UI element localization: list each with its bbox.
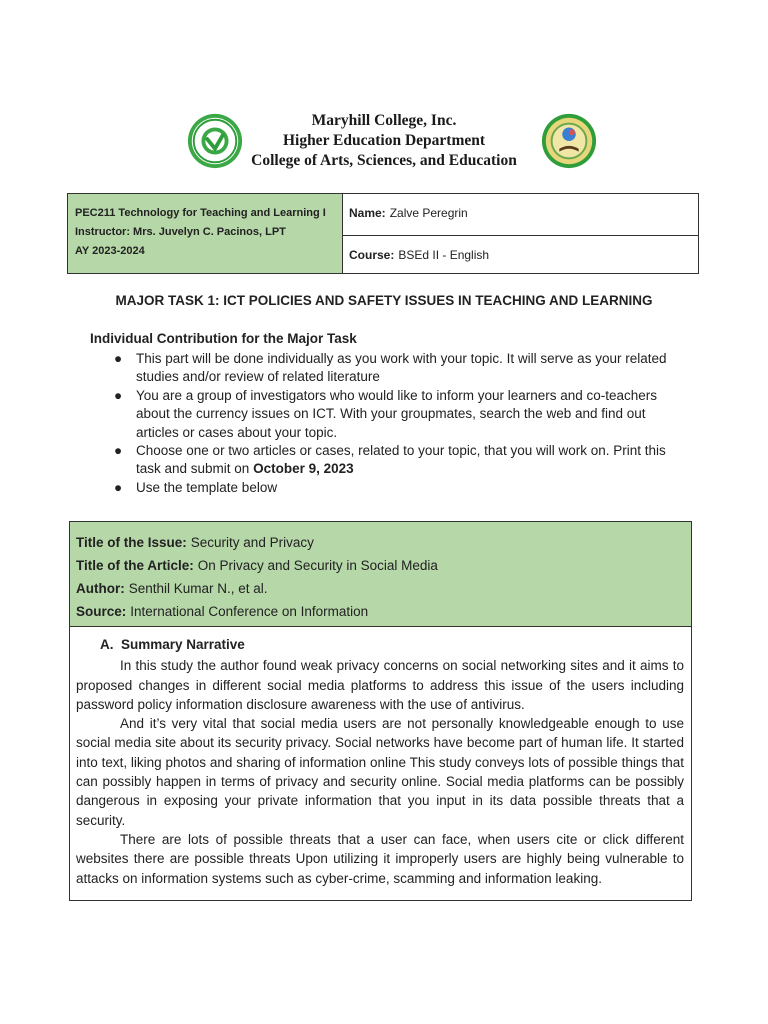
list-item: ● This part will be done individually as you work with your topic. It will serve as your related studies and/or review of related literature	[114, 351, 667, 385]
instructions-list	[112, 350, 687, 497]
author-label: Author:	[76, 581, 125, 596]
article-title-value: On Privacy and Security in Social Media	[197, 558, 438, 573]
course-info-table	[67, 193, 699, 274]
contribution-heading: Individual Contribution for the Major Task	[90, 331, 357, 346]
course-details-cell	[68, 194, 343, 273]
list-item: ● Use the template below	[112, 479, 687, 497]
course-code: PEC211 Technology for Teaching and Learning I	[75, 207, 326, 219]
name-cell	[343, 194, 698, 236]
summary-paragraph: And it’s very vital that social media users are not personally knowledgeable enough to use social media site about its security privacy. Social networks have become part of human life. It started into text, liking photos and sharing of information online This study conveys lots of possible things that can possibly happen in terms of privacy and security online. Social media platforms can be possibly dangerous in exposing your private information that you input in its data possible threats that a security.	[76, 716, 684, 828]
bullet-icon: ●	[114, 387, 123, 403]
summary-paragraph: There are lots of possible threats that a user can face, when users cite or click different websites there are possible threats Upon utilizing it improperly users are highly being vulnerable to attacks on information systems such as cyber-crime, scamming and information leaking.	[76, 831, 684, 886]
bullet-icon: ●	[114, 479, 123, 495]
issue-label: Title of the Issue:	[76, 535, 187, 550]
summary-title: Summary Narrative	[121, 637, 245, 652]
author-value: Senthil Kumar N., et al.	[128, 581, 268, 596]
source-value: International Conference on Information	[130, 604, 369, 619]
department-name: Higher Education Department	[282, 132, 486, 149]
source-row	[76, 600, 691, 623]
article-meta-section	[70, 522, 691, 627]
institution-heading	[0, 111, 768, 171]
article-template-box	[69, 521, 692, 901]
summary-heading	[76, 635, 684, 654]
list-item: ● Choose one or two articles or cases, related to your topic, that you will work on. Print this task and submit on October 9, 2023	[114, 443, 666, 477]
instructor: Instructor: Mrs. Juvelyn C. Pacinos, LPT	[75, 226, 286, 238]
document-header	[0, 108, 768, 178]
academic-year: AY 2023-2024	[75, 245, 145, 257]
issue-row	[76, 531, 691, 554]
college-name: Maryhill College, Inc.	[311, 112, 457, 129]
course-label: Course:	[349, 247, 395, 262]
college-division: College of Arts, Sciences, and Education	[251, 152, 517, 169]
summary-section	[70, 627, 691, 888]
course-value: BSEd II - English	[398, 247, 490, 262]
article-title-label: Title of the Article:	[76, 558, 194, 573]
summary-paragraph: In this study the author found weak privacy concerns on social networking sites and it aims to proposed changes in different social media platforms to address this issue of the users including password policy information disclosure awareness with the use of antivirus.	[76, 658, 684, 712]
article-title-row	[76, 554, 691, 577]
education-department-seal-icon	[540, 112, 598, 170]
source-label: Source:	[76, 604, 127, 619]
name-value: Zalve Peregrin	[389, 205, 468, 220]
list-item: ● You are a group of investigators who would like to inform your learners and co-teachers about the currency issues on ICT. With your groupmates, search the web and find out articles or cases about your topic.	[114, 387, 658, 440]
bullet-icon: ●	[114, 443, 123, 459]
summary-letter: A.	[100, 637, 114, 652]
author-row	[76, 577, 691, 600]
issue-value: Security and Privacy	[190, 535, 314, 550]
course-cell	[343, 236, 698, 273]
name-label: Name:	[349, 205, 386, 220]
due-date: October 9, 2023	[253, 461, 354, 477]
bullet-icon: ●	[114, 351, 123, 366]
major-task-title: MAJOR TASK 1: ICT POLICIES AND SAFETY ISSUES IN TEACHING AND LEARNING	[115, 293, 653, 308]
